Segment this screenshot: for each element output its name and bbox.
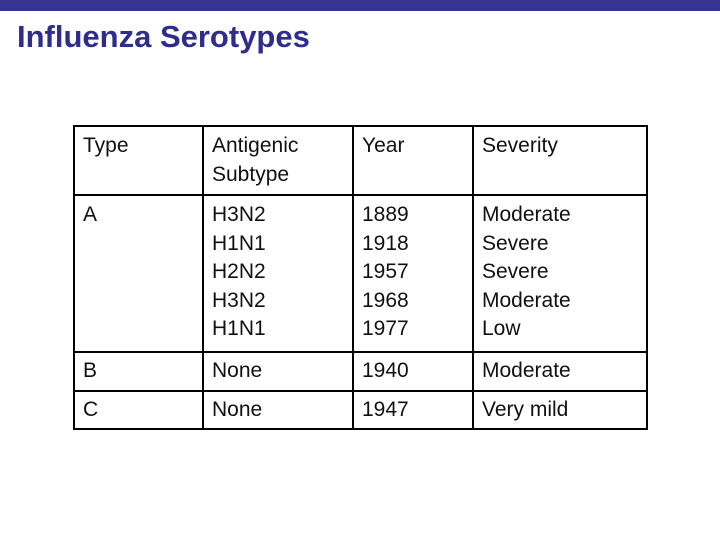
header-severity: Severity [482,134,558,157]
year-value: 1977 [362,317,409,340]
type-c-years-cell [353,391,473,430]
serotype-table [73,125,648,430]
serotype-table-container [73,125,648,430]
type-c-cell [74,391,203,430]
severity-value: Very mild [482,397,569,421]
header-type: Type [83,134,129,157]
type-b-severities-cell [473,352,647,391]
severity-value: Severe [482,231,549,255]
header-year: Year [362,134,405,157]
header-type-cell [74,126,203,195]
subtype-value: H2N2 [212,260,266,283]
year-value: 1968 [362,288,409,312]
table-header-row [74,126,647,195]
title-area [0,11,720,71]
type-a-years-cell [353,195,473,352]
type-label: A [83,203,98,226]
subtype-value: None [212,359,263,382]
year-value: 1947 [362,397,409,421]
table-row-type-a [74,195,647,352]
type-b-years-cell [353,352,473,391]
type-c-severities-cell [473,391,647,430]
header-severity-cell [473,126,647,195]
subtype-value: None [212,397,263,421]
severity-value: Severe [482,260,549,283]
subtype-value: H1N1 [212,231,266,255]
severity-value: Moderate [482,359,571,382]
type-b-subtypes-cell [203,352,353,391]
subtype-value: H3N2 [212,288,266,312]
type-label: C [83,397,99,421]
severity-value: Low [482,317,521,340]
type-a-severities-cell [473,195,647,352]
header-subtype-cell [203,126,353,195]
severity-value: Moderate [482,288,571,312]
table-row-type-b [74,352,647,391]
header-year-cell [353,126,473,195]
type-label: B [83,359,98,382]
top-accent-bar [0,0,720,11]
header-subtype-line2: Subtype [212,162,290,186]
type-a-cell [74,195,203,352]
subtype-value: H1N1 [212,317,266,340]
type-b-cell [74,352,203,391]
slide-title: Influenza Serotypes [17,19,310,54]
subtype-value: H3N2 [212,203,266,226]
header-subtype-line1: Antigenic [212,134,299,157]
year-value: 1957 [362,260,409,283]
severity-value: Moderate [482,203,571,226]
table-row-type-c [74,391,647,430]
type-a-subtypes-cell [203,195,353,352]
type-c-subtypes-cell [203,391,353,430]
year-value: 1940 [362,359,409,382]
year-value: 1918 [362,231,409,255]
year-value: 1889 [362,203,409,226]
